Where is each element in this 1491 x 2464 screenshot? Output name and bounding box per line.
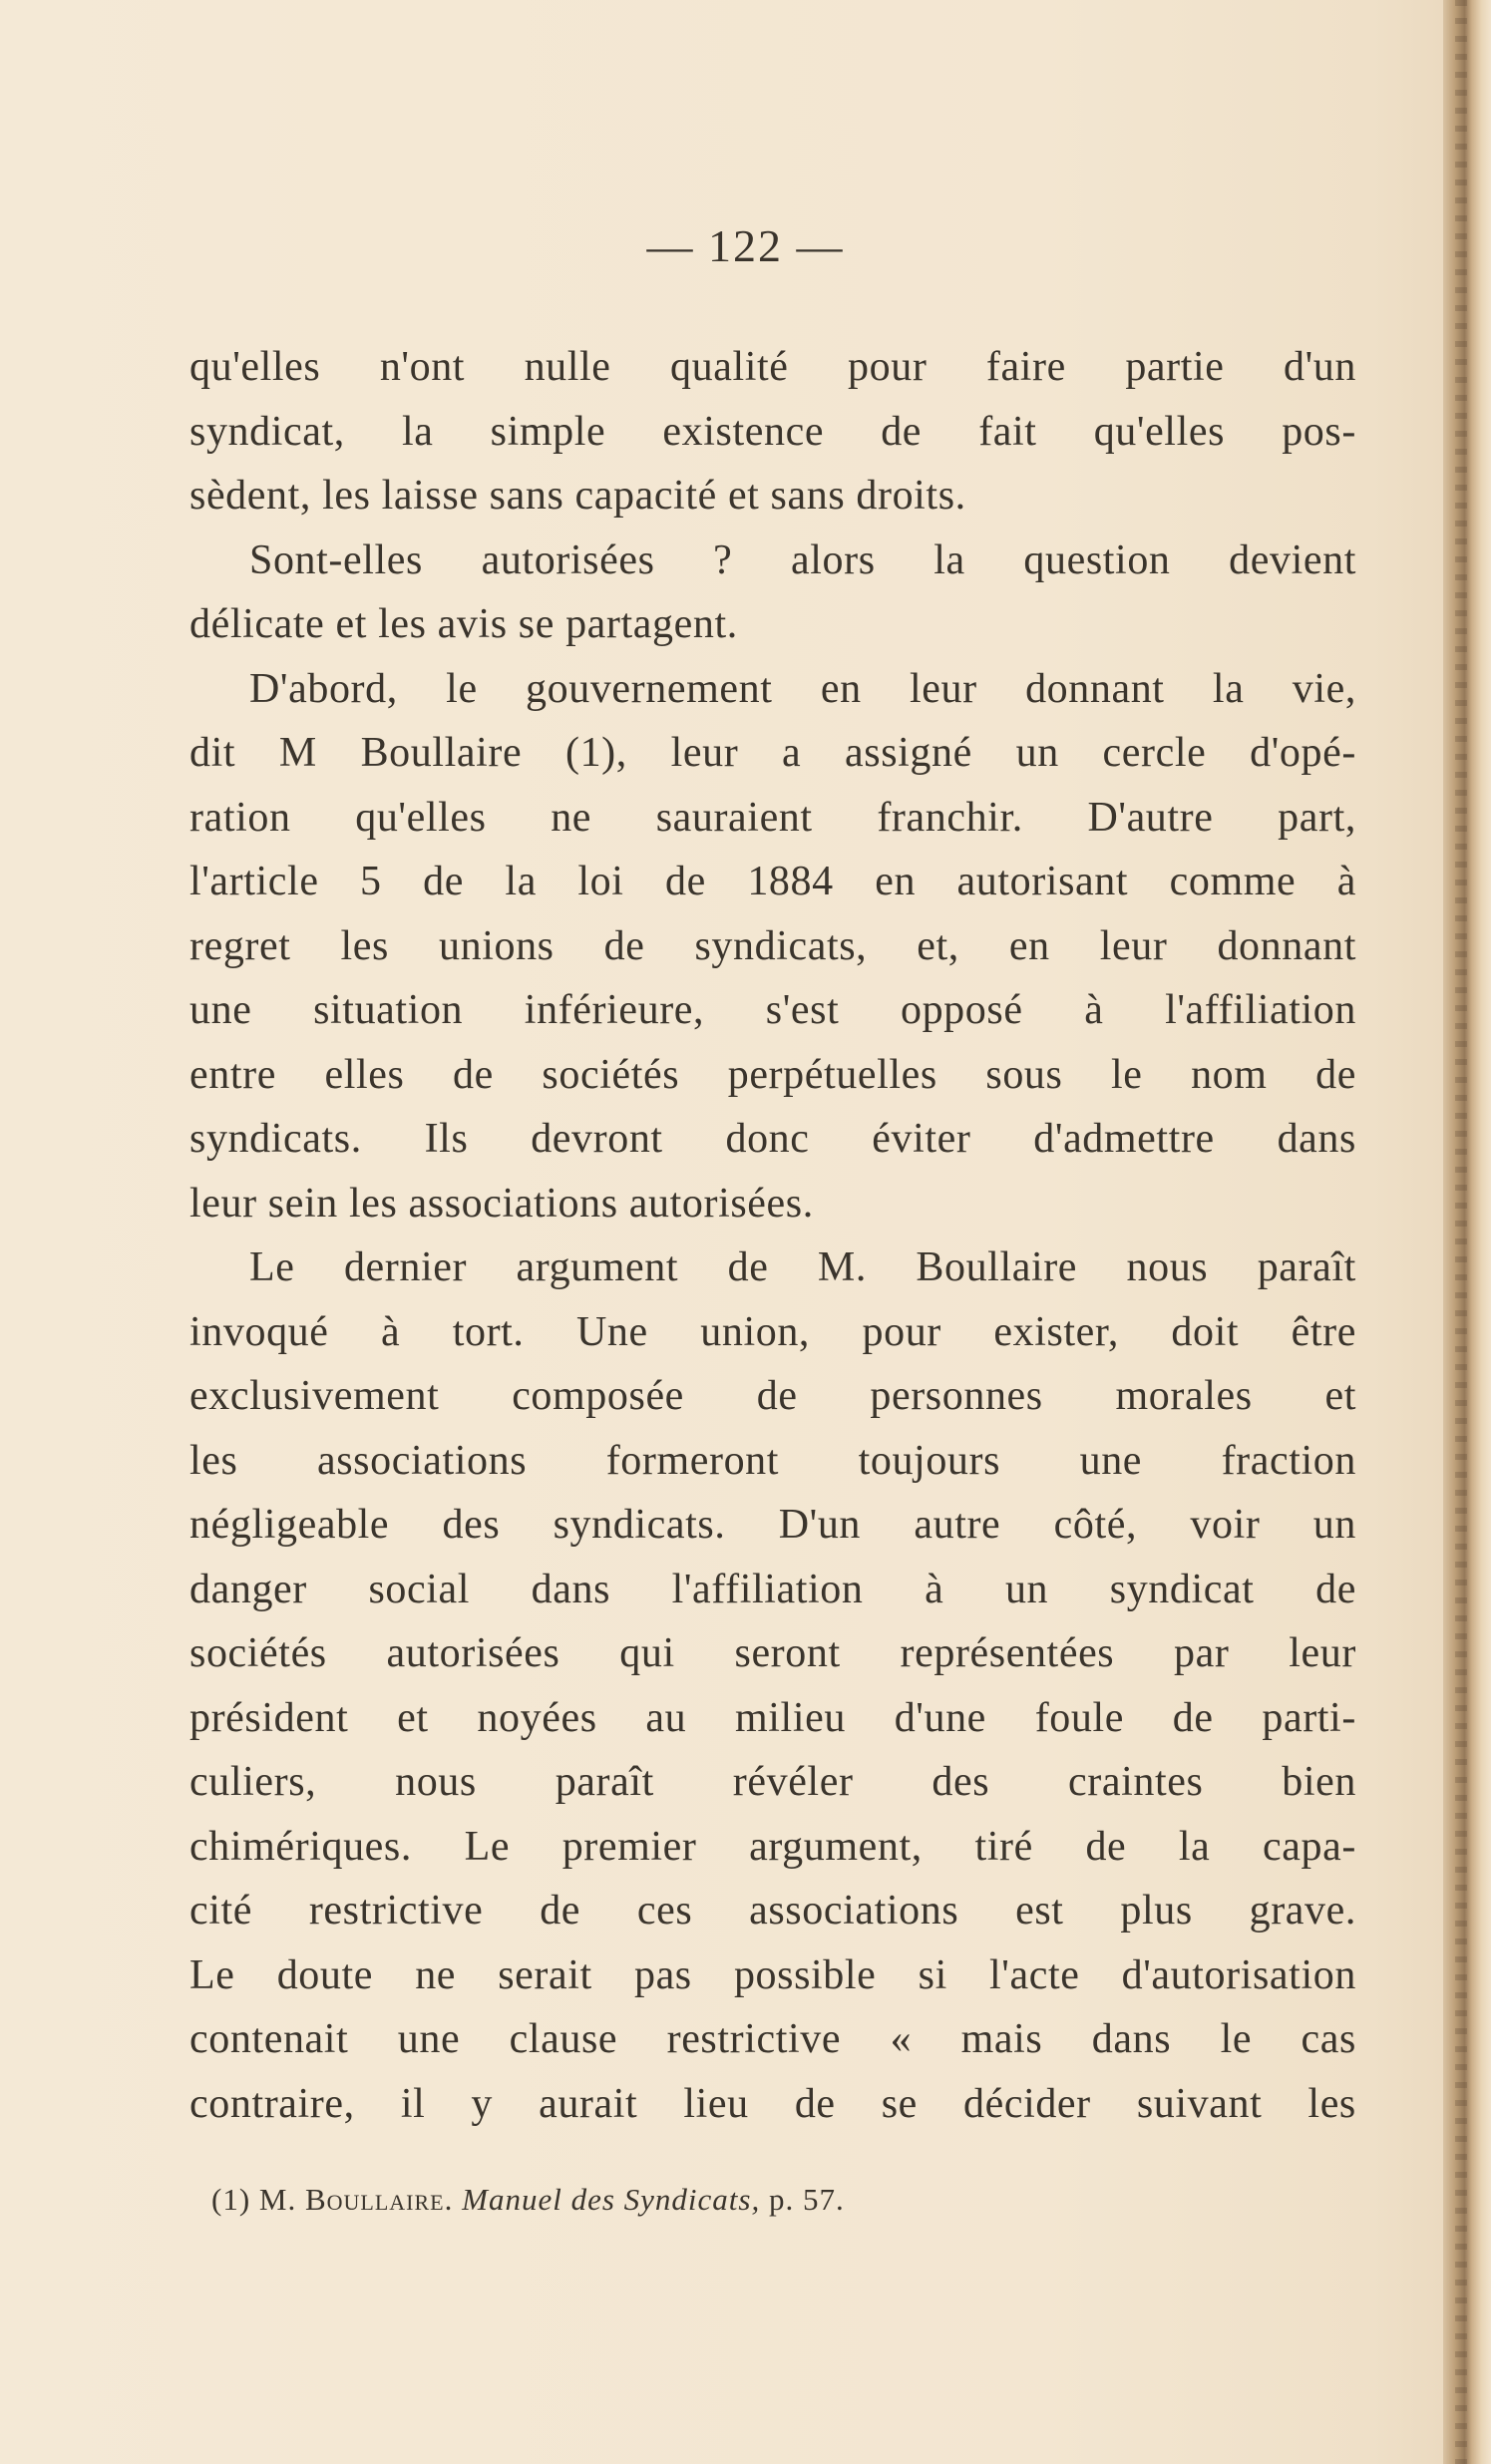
- text-line: syndicat, la simple existence de fait qu'elles pos-: [189, 408, 1356, 455]
- page-edge-shadow: [1443, 0, 1491, 2464]
- text-line: leur sein les associations autorisées.: [189, 1180, 814, 1227]
- text-line: dit M Boullaire (1), leur a assigné un cercle d'opé-: [189, 730, 1356, 776]
- text-line: qu'elles n'ont nulle qualité pour faire partie d'un: [189, 344, 1356, 390]
- text-line: contraire, il y aurait lieu de se décider suivant les: [189, 2080, 1356, 2127]
- text-line: syndicats. Ils devront donc éviter d'admettre dans: [189, 1116, 1356, 1162]
- text-line: chimériques. Le premier argument, tiré de la capa-: [189, 1823, 1356, 1870]
- text-line: sociétés autorisées qui seront représentées par leur: [189, 1630, 1356, 1676]
- text-line: D'abord, le gouvernement en leur donnant la vie,: [249, 665, 1356, 712]
- footnote-marker: (1) M.: [211, 2182, 297, 2217]
- text-line: cité restrictive de ces associations est plus grave.: [189, 1888, 1356, 1934]
- footnote-page: p. 57.: [768, 2182, 845, 2217]
- text-line: sèdent, les laisse sans capacité et sans droits.: [189, 473, 966, 519]
- text-line: contenait une clause restrictive « mais dans le cas: [189, 2016, 1356, 2062]
- text-line: Le dernier argument de M. Boullaire nous paraît: [249, 1244, 1356, 1290]
- text-line: négligeable des syndicats. D'un autre côté, voir un: [189, 1502, 1356, 1548]
- footnote: [211, 2182, 845, 2218]
- text-line: exclusivement composée de personnes morales et: [189, 1373, 1356, 1419]
- footnote-author: Boullaire.: [304, 2182, 454, 2217]
- page-number: — 122 —: [646, 220, 845, 271]
- footnote-title: Manuel des Syndicats,: [462, 2182, 761, 2217]
- text-line: Le doute ne serait pas possible si l'acte d'autorisation: [189, 1951, 1356, 1998]
- text-line: délicate et les avis se partagent.: [189, 601, 738, 647]
- text-line: l'article 5 de la loi de 1884 en autorisant comme à: [189, 859, 1356, 904]
- text-line: ration qu'elles ne sauraient franchir. D'autre part,: [189, 794, 1356, 841]
- text-line: danger social dans l'affiliation à un syndicat de: [189, 1566, 1356, 1612]
- text-line: Sont-elles autorisées ? alors la question devient: [249, 536, 1356, 583]
- text-line: culiers, nous paraît révéler des craintes bien: [189, 1759, 1356, 1805]
- text-line: regret les unions de syndicats, et, en leur donnant: [189, 922, 1356, 969]
- text-line: invoqué à tort. Une union, pour exister, doit être: [189, 1308, 1356, 1355]
- text-line: entre elles de sociétés perpétuelles sous le nom de: [189, 1051, 1356, 1098]
- text-line: une situation inférieure, s'est opposé à l'affiliation: [189, 987, 1356, 1033]
- text-line: président et noyées au milieu d'une foule de parti-: [189, 1694, 1356, 1741]
- body-text: [189, 335, 1356, 2136]
- text-line: les associations formeront toujours une fraction: [189, 1437, 1356, 1484]
